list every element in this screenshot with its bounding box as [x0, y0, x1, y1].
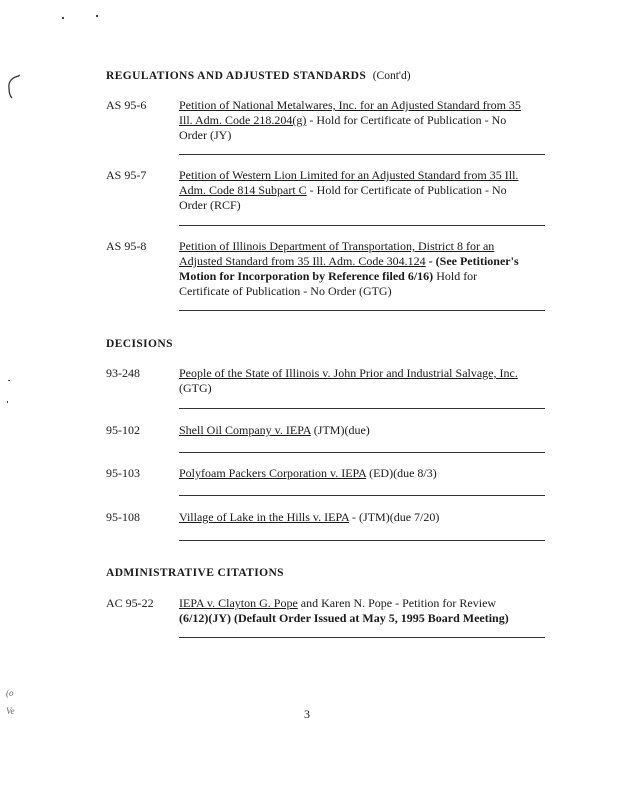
entry-bold-note: (6/12)(JY) (Default Order Issued at May 5, 1995 Board Meeting)	[179, 611, 509, 625]
case-title: Polyfoam Packers Corporation v. IEPA	[179, 466, 367, 480]
entry-note: Certificate of Publication - No Order (GTG)	[179, 284, 392, 298]
signature-line	[179, 154, 545, 155]
entry-text	[179, 596, 549, 626]
entry-note: - Hold for Certificate of Publication - No	[306, 183, 507, 197]
signature-line	[179, 495, 545, 496]
case-title: Petition of Western Lion Limited for an Adjusted Standard from 35 Ill.	[179, 168, 519, 182]
entry-line	[179, 284, 549, 299]
heading-continued-note: (Cont'd)	[372, 70, 411, 82]
scan-speck	[7, 401, 8, 403]
entry-note: - (JTM)(due 7/20)	[349, 510, 440, 524]
entry-note: (ED)(due 8/3)	[366, 466, 437, 480]
entry-line	[179, 381, 549, 396]
entry-note: - Hold for Certificate of Publication - No	[306, 113, 507, 127]
page-number: 3	[304, 707, 310, 721]
entry-line	[179, 128, 549, 143]
entry-line	[179, 183, 549, 198]
scan-speck	[8, 380, 10, 381]
signature-line	[179, 408, 545, 409]
entry-text	[179, 466, 549, 481]
entry-text	[179, 510, 549, 525]
entry-note: Hold for	[433, 269, 478, 283]
entry-line	[179, 239, 549, 254]
case-title: Petition of National Metalwares, Inc. for an Adjusted Standard from 35	[179, 98, 521, 112]
docket-number: AS 95-7	[106, 168, 147, 182]
entry-note: (GTG)	[179, 381, 212, 395]
scan-speck	[62, 17, 64, 19]
entry-text	[179, 98, 549, 143]
docket-number: AS 95-8	[106, 239, 147, 253]
heading-text: REGULATIONS AND ADJUSTED STANDARDS	[106, 70, 367, 82]
entry-note: Order (JY)	[179, 128, 232, 142]
case-title: Village of Lake in the Hills v. IEPA	[179, 510, 350, 524]
docket-number: AC 95-22	[106, 596, 154, 610]
entry-note: (JTM)(due)	[310, 423, 370, 437]
entry-bold-note: - (See Petitioner's	[425, 254, 519, 268]
entry-text	[179, 366, 549, 396]
docket-number: 95-103	[106, 466, 140, 480]
docket-number: 95-102	[106, 423, 140, 437]
entry-line	[179, 366, 549, 381]
case-title: People of the State of Illinois v. John Prior and Industrial Salvage, Inc.	[179, 366, 518, 380]
case-title: Shell Oil Company v. IEPA	[179, 423, 311, 437]
entry-line	[179, 254, 549, 269]
margin-bracket-mark	[4, 74, 22, 100]
signature-line	[179, 452, 545, 453]
entry-line	[179, 98, 549, 113]
section-heading-decisions: DECISIONS	[106, 338, 173, 350]
entry-line	[179, 168, 549, 183]
entry-line	[179, 596, 549, 611]
case-title: Adm. Code 814 Subpart C	[179, 183, 307, 197]
entry-line	[179, 611, 549, 626]
entry-text	[179, 239, 549, 299]
signature-line	[179, 637, 545, 638]
entry-note: Order (RCF)	[179, 198, 241, 212]
margin-scribble: Ve	[6, 706, 15, 716]
scan-speck	[96, 15, 98, 17]
case-title: Petition of Illinois Department of Transportation, District 8 for an	[179, 239, 495, 253]
entry-line	[179, 198, 549, 213]
entry-text	[179, 168, 549, 213]
case-title: Ill. Adm. Code 218.204(g)	[179, 113, 307, 127]
entry-line	[179, 113, 549, 128]
docket-number: 93-248	[106, 366, 140, 380]
signature-line	[179, 540, 545, 541]
signature-line	[179, 310, 545, 311]
entry-text	[179, 423, 549, 438]
section-heading-admin-citations: ADMINISTRATIVE CITATIONS	[106, 567, 284, 579]
case-title: IEPA v. Clayton G. Pope	[179, 596, 298, 610]
signature-line	[179, 225, 545, 226]
margin-scribble: (o	[6, 688, 14, 698]
entry-note: and Karen N. Pope - Petition for Review	[297, 596, 497, 610]
case-title: Adjusted Standard from 35 Ill. Adm. Code 304.124	[179, 254, 426, 268]
section-heading-regulations	[106, 70, 411, 82]
docket-number: AS 95-6	[106, 98, 147, 112]
entry-bold-note: Motion for Incorporation by Reference filed 6/16)	[179, 269, 434, 283]
docket-number: 95-108	[106, 510, 140, 524]
entry-line	[179, 269, 549, 284]
